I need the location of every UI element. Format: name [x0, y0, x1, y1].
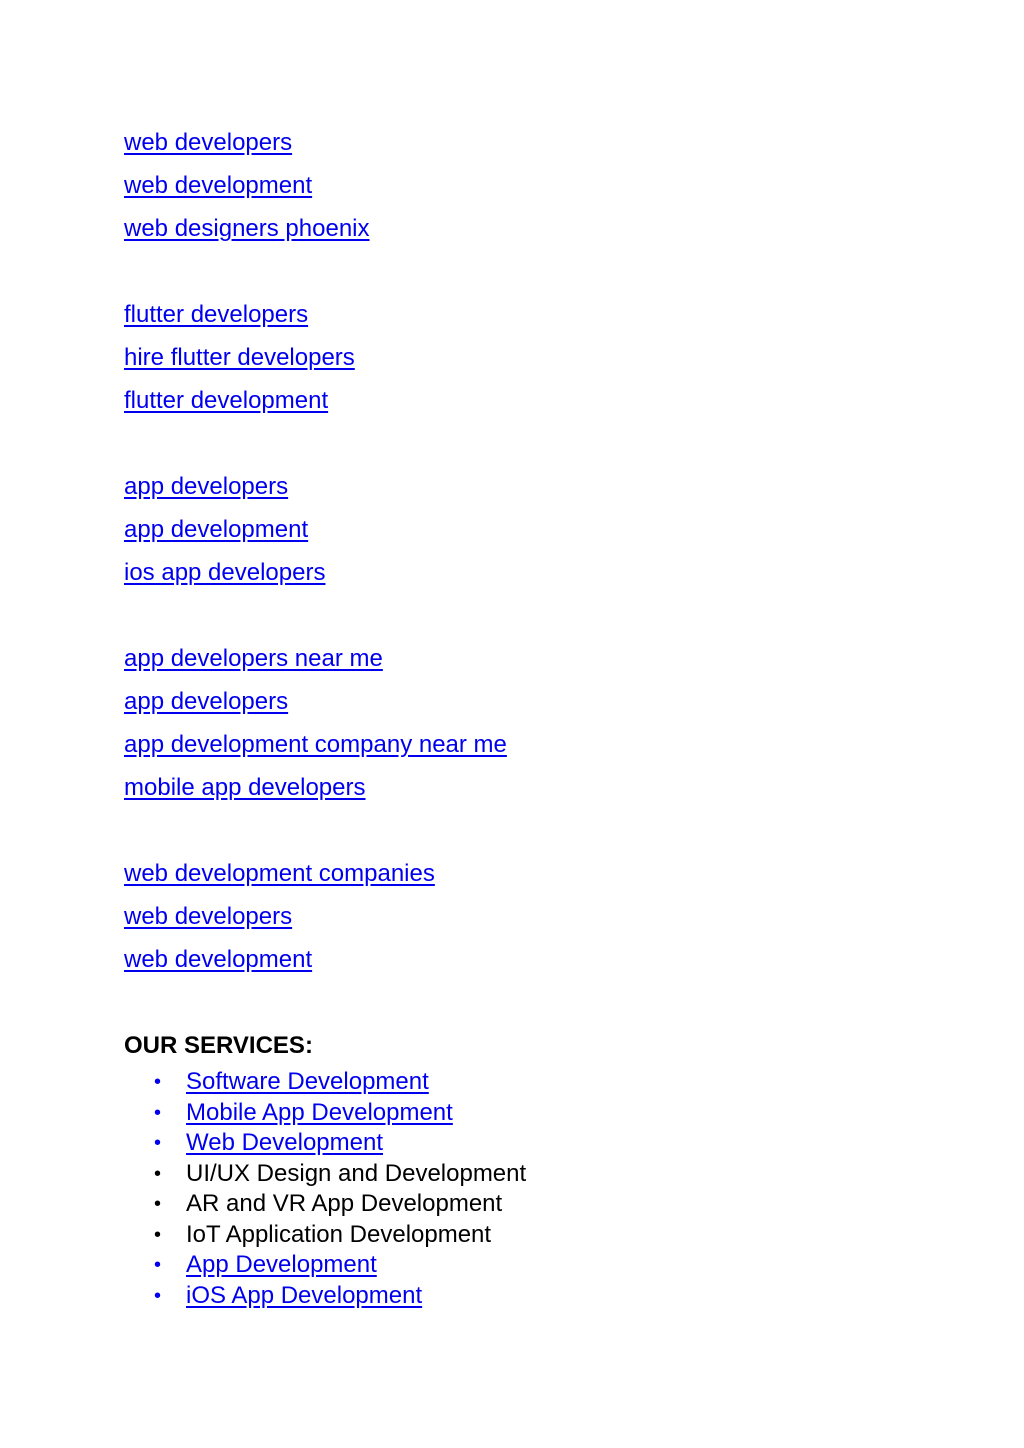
bullet-icon: •	[154, 1284, 162, 1307]
link-app-development-company-near-me[interactable]: app development company near me	[124, 731, 507, 758]
bullet-icon: •	[154, 1193, 162, 1215]
link-flutter-developers[interactable]: flutter developers	[124, 301, 309, 328]
bullet-icon: •	[154, 1132, 162, 1154]
link-group-app	[124, 465, 984, 594]
link-app-developers-near-me[interactable]: app developers near me	[124, 645, 383, 672]
bullet-icon: •	[154, 1101, 162, 1124]
link-web-developers-2[interactable]: web developers	[124, 903, 293, 930]
service-text-ui-ux-design: UI/UX Design and Development	[186, 1159, 527, 1187]
link-app-developers-2[interactable]: app developers	[124, 688, 289, 715]
service-item-software-development	[154, 1067, 984, 1098]
link-web-development-companies[interactable]: web development companies	[124, 860, 435, 887]
bullet-icon: •	[154, 1162, 162, 1185]
bullet-icon: •	[154, 1254, 162, 1276]
link-group-flutter	[124, 293, 984, 422]
service-item-web-development	[154, 1128, 984, 1159]
link-flutter-development[interactable]: flutter development	[124, 387, 329, 414]
link-web-developers[interactable]: web developers	[124, 129, 293, 156]
service-item-app-development	[154, 1250, 984, 1281]
link-hire-flutter-developers[interactable]: hire flutter developers	[124, 344, 355, 371]
link-group-app-near-me	[124, 637, 984, 809]
service-link-ios-app-development[interactable]: iOS App Development	[186, 1281, 423, 1309]
service-link-mobile-app-development[interactable]: Mobile App Development	[186, 1098, 453, 1126]
bullet-icon: •	[154, 1223, 162, 1246]
link-ios-app-developers[interactable]: ios app developers	[124, 559, 326, 586]
service-link-web-development[interactable]: Web Development	[186, 1129, 383, 1156]
service-link-software-development[interactable]: Software Development	[186, 1068, 429, 1095]
link-group-web-companies	[124, 852, 984, 981]
service-item-ui-ux-design	[154, 1159, 984, 1190]
service-text-iot: IoT Application Development	[186, 1220, 492, 1248]
service-text-ar-vr: AR and VR App Development	[186, 1190, 503, 1217]
link-group-web	[124, 121, 984, 250]
service-item-ar-vr	[154, 1189, 984, 1220]
link-app-development[interactable]: app development	[124, 516, 309, 543]
link-app-developers[interactable]: app developers	[124, 473, 289, 500]
services-list	[124, 1067, 984, 1311]
service-item-ios-app-development	[154, 1281, 984, 1312]
bullet-icon: •	[154, 1071, 162, 1093]
link-mobile-app-developers[interactable]: mobile app developers	[124, 774, 366, 801]
document-page	[124, 121, 984, 1311]
services-heading: OUR SERVICES:	[124, 1032, 313, 1059]
service-link-app-development[interactable]: App Development	[186, 1251, 377, 1278]
link-web-development[interactable]: web development	[124, 172, 313, 199]
link-web-development-2[interactable]: web development	[124, 946, 313, 973]
service-item-mobile-app-development	[154, 1098, 984, 1129]
link-web-designers-phoenix[interactable]: web designers phoenix	[124, 215, 370, 242]
service-item-iot	[154, 1220, 984, 1251]
